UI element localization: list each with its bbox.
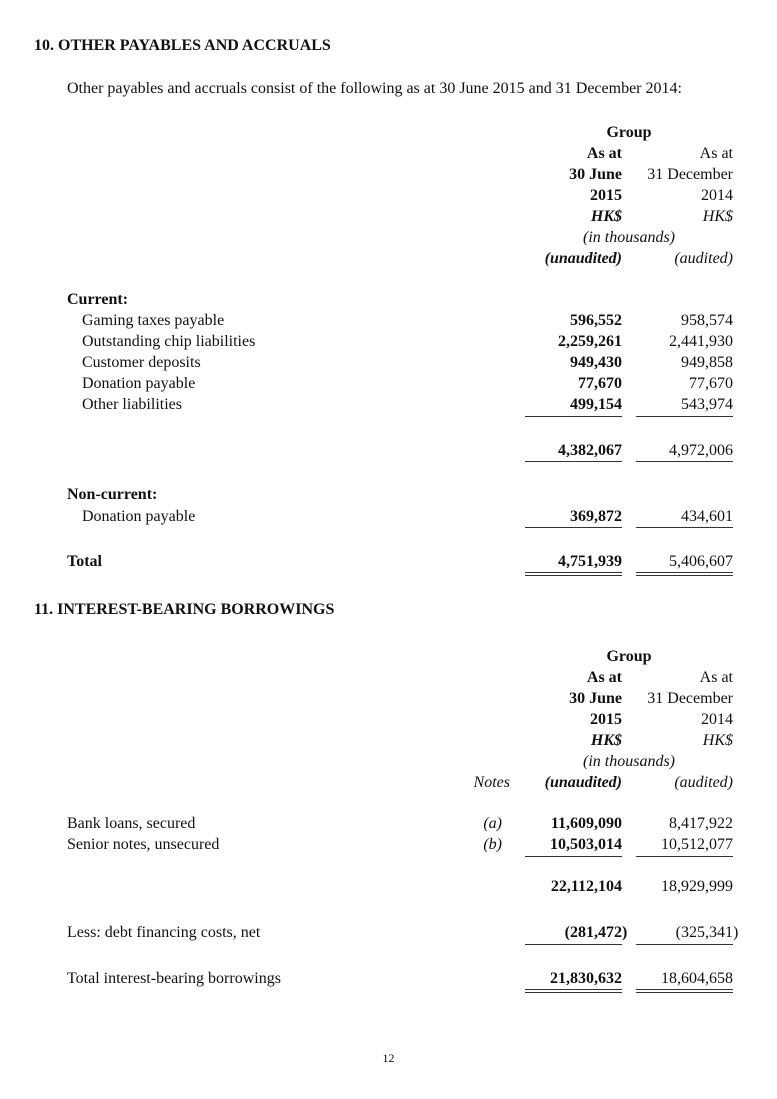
col2-header: 31 December	[647, 690, 733, 707]
double-underline	[636, 572, 733, 576]
total-label: Total interest-bearing borrowings	[67, 970, 281, 987]
row-value-2014: 434,601	[681, 508, 733, 525]
notes-header: Notes	[473, 774, 510, 791]
row-note: (a)	[483, 815, 502, 832]
page-number: 12	[382, 1051, 395, 1065]
col2-status: (audited)	[674, 250, 733, 267]
col2-currency: HK$	[702, 732, 733, 749]
row-label: Outstanding chip liabilities	[82, 333, 256, 350]
underline	[636, 856, 733, 857]
row-value-2015: 369,872	[570, 508, 622, 525]
row-value-2014: 543,974	[681, 396, 733, 413]
row-value-2015: 949,430	[570, 354, 622, 371]
underline	[525, 944, 622, 945]
col2-header: 2014	[701, 187, 733, 204]
current-total-2015: 4,382,067	[558, 442, 622, 459]
less-2014: (325,341	[675, 924, 733, 941]
col1-status: (unaudited)	[544, 774, 622, 791]
row-value-2015: 2,259,261	[558, 333, 622, 350]
col1-status: (unaudited)	[544, 250, 622, 267]
row-label: Bank loans, secured	[67, 815, 196, 832]
row-value-2015: 10,503,014	[550, 836, 622, 853]
closing-paren: )	[622, 924, 628, 941]
current-total-2014: 4,972,006	[669, 442, 733, 459]
less-2015: (281,472	[564, 924, 622, 941]
section-10-intro: Other payables and accruals consist of the following as at 30 June 2015 and 31 December 2014:	[67, 80, 682, 97]
underline	[636, 944, 733, 945]
subtotal-2014: 18,929,999	[661, 878, 733, 895]
underline	[525, 856, 622, 857]
current-label: Current:	[67, 291, 129, 308]
col2-header: 31 December	[647, 166, 733, 183]
col1-header: 2015	[590, 711, 622, 728]
row-value-2014: 77,670	[689, 375, 733, 392]
row-value-2014: 958,574	[681, 312, 733, 329]
row-label: Donation payable	[82, 375, 196, 392]
underline	[525, 461, 622, 462]
double-underline	[525, 989, 622, 993]
closing-paren: )	[733, 924, 739, 941]
subtotal-2015: 22,112,104	[550, 878, 622, 895]
col2-status: (audited)	[674, 774, 733, 791]
row-label: Other liabilities	[82, 396, 182, 413]
section-11-title: 11. INTEREST-BEARING BORROWINGS	[34, 601, 335, 618]
units-label: (in thousands)	[583, 753, 675, 770]
row-value-2015: 596,552	[570, 312, 622, 329]
row-value-2014: 10,512,077	[661, 836, 733, 853]
section-10-title: 10. OTHER PAYABLES AND ACCRUALS	[34, 37, 331, 54]
double-underline	[525, 572, 622, 576]
col1-header: As at	[586, 669, 622, 686]
col1-currency: HK$	[590, 208, 622, 225]
row-value-2015: 499,154	[570, 396, 622, 413]
col2-header: As at	[699, 145, 733, 162]
underline	[525, 416, 622, 417]
total-2015: 21,830,632	[550, 970, 622, 987]
total-label: Total	[67, 553, 102, 570]
col1-header: As at	[586, 145, 622, 162]
total-2014: 18,604,658	[661, 970, 733, 987]
group-header: Group	[606, 648, 652, 665]
row-value-2014: 2,441,930	[669, 333, 733, 350]
noncurrent-label: Non-current:	[67, 486, 158, 503]
col2-header: As at	[699, 669, 733, 686]
row-label: Donation payable	[82, 508, 196, 525]
group-header: Group	[606, 124, 652, 141]
units-label: (in thousands)	[583, 229, 675, 246]
row-value-2014: 949,858	[681, 354, 733, 371]
underline	[636, 527, 733, 528]
col1-header: 30 June	[569, 166, 622, 183]
underline	[525, 527, 622, 528]
col1-currency: HK$	[590, 732, 622, 749]
col2-header: 2014	[701, 711, 733, 728]
row-label: Gaming taxes payable	[82, 312, 225, 329]
row-value-2014: 8,417,922	[669, 815, 733, 832]
col1-header: 2015	[590, 187, 622, 204]
row-label: Senior notes, unsecured	[67, 836, 220, 853]
row-label: Customer deposits	[82, 354, 201, 371]
row-value-2015: 77,670	[578, 375, 622, 392]
col1-header: 30 June	[569, 690, 622, 707]
row-value-2015: 11,609,090	[550, 815, 622, 832]
total-2014: 5,406,607	[669, 553, 733, 570]
double-underline	[636, 989, 733, 993]
less-label: Less: debt financing costs, net	[67, 924, 261, 941]
underline	[636, 461, 733, 462]
row-note: (b)	[483, 836, 502, 853]
col2-currency: HK$	[702, 208, 733, 225]
underline	[636, 416, 733, 417]
total-2015: 4,751,939	[558, 553, 622, 570]
